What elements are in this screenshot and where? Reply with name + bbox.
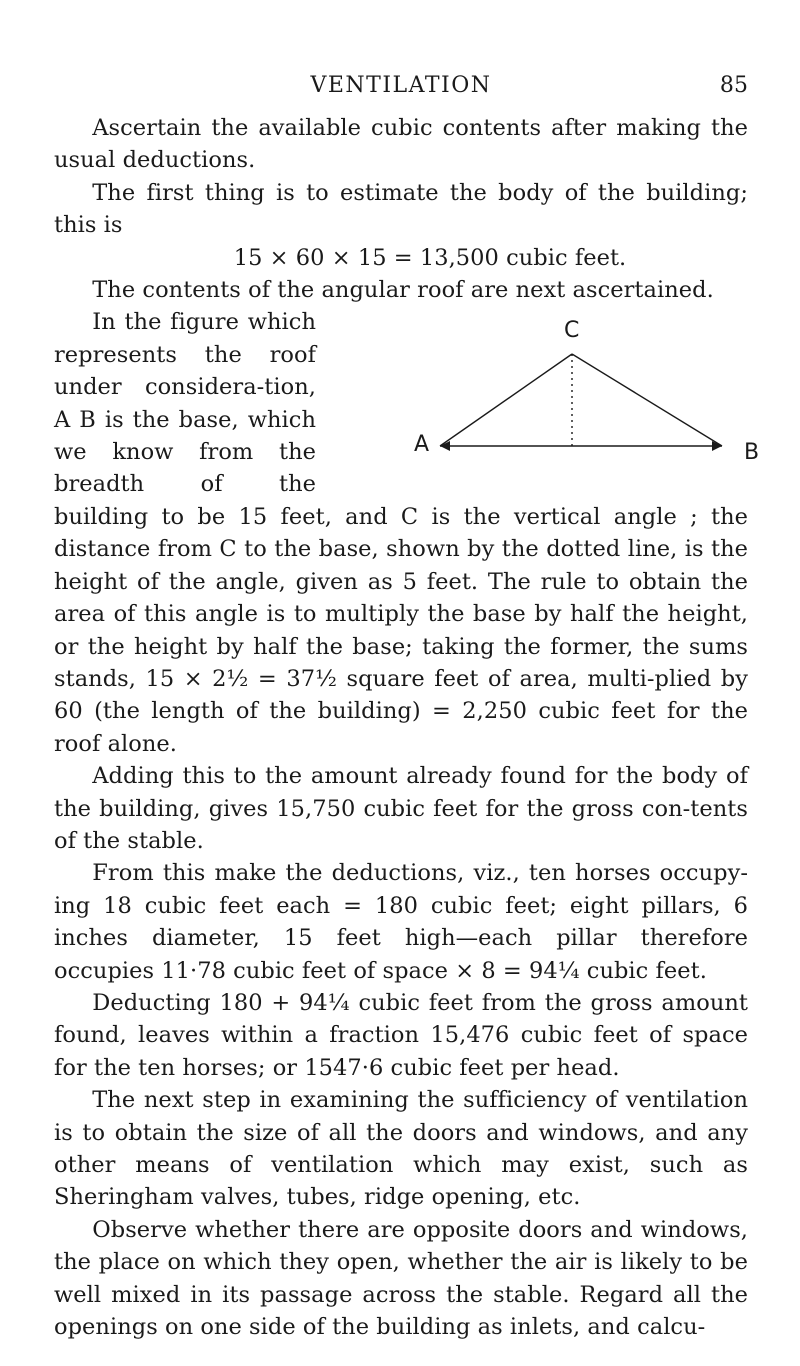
paragraph-7: Deducting 180 + 94¼ cubic feet from the gross amount found, leaves within a fraction 15,476 cubic feet of space for the ten horses; or 1547·6 cubic feet per head.: [54, 989, 748, 1081]
equation-body-volume: 15 × 60 × 15 = 13,500 cubic feet.: [233, 244, 627, 271]
side-line-ac: [440, 354, 572, 446]
label-b: B: [744, 440, 760, 466]
paragraph-6: From this make the deductions, viz., ten horses occupy-ing 18 cubic feet each = 180 cubic feet; eight pillars, 6 inches diameter, 15 feet high—each pillar therefore occupies 11·78 cubic feet of space × 8 = 94¼ cubic feet.: [54, 860, 748, 984]
paragraph-9: Observe whether there are opposite doors and windows, the place on which they open, whether the air is likely to be well mixed in its passage across the stable. Regard all the openings on one side of the building as inlets, and calcu-: [54, 1216, 748, 1341]
label-a: A: [414, 432, 430, 458]
roof-triangle-diagram: [328, 306, 760, 472]
book-page: [54, 66, 760, 1343]
running-head: VENTILATION: [310, 73, 492, 98]
paragraph-4: In the figure which represents the roof under considera-tion, A B is the base, which we know from the breadth of the building to be 15 feet, and C is the vertical angle ; the distance from C to the base, shown by the dotted line, is the height of the angle, given as 5 feet. The rule to obtain the area of this angle is to multiply the base by half the height, or the height by half the base; taking the former, the sums stands, 15 × 2½ = 37½ square feet of area, multi-plied by 60 (the length of the building) = 2,250 cubic feet for the roof alone.: [54, 309, 748, 757]
paragraph-1: Ascertain the available cubic contents after making the usual deductions.: [54, 115, 748, 174]
paragraph-8: The next step in examining the sufficiency of ventilation is to obtain the size of all the doors and windows, and any other means of ventilation which may exist, such as Sheringham valves, tubes, ridge opening, etc.: [54, 1087, 748, 1211]
roof-figure: [328, 306, 760, 472]
paragraph-5: Adding this to the amount already found for the body of the building, gives 15,750 cubic feet for the gross con-tents of the stable.: [54, 763, 748, 854]
label-c: C: [564, 318, 580, 344]
paragraph-3: The contents of the angular roof are next ascertained.: [92, 277, 714, 304]
page-number: 85: [719, 73, 748, 98]
paragraph-2: The first thing is to estimate the body of the building; this is: [54, 179, 748, 239]
page-header: [54, 66, 748, 106]
side-line-cb: [572, 354, 722, 446]
